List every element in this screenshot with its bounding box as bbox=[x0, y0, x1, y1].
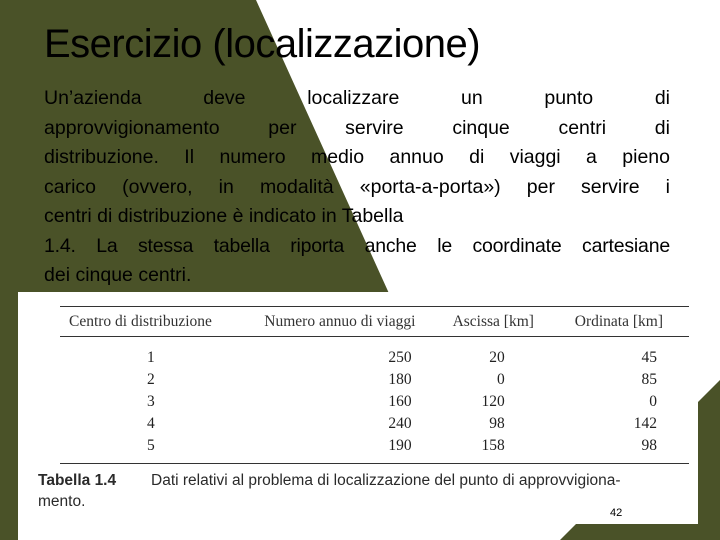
column-header-ascissa: Ascissa [km] bbox=[452, 312, 534, 330]
cell-ordinata: 45 bbox=[641, 349, 657, 366]
column-header-centro: Centro di distribuzione bbox=[69, 312, 212, 330]
page-number: 42 bbox=[610, 507, 623, 519]
cell-ascissa: 98 bbox=[489, 415, 505, 432]
caption-text: Dati relativi al problema di localizzazione del punto di approvvigiona- bbox=[151, 472, 621, 489]
cell-ordinata: 142 bbox=[633, 415, 657, 432]
slide-title: Esercizio (localizzazione) bbox=[44, 22, 481, 66]
body-line: approvvigionamento per servire cinque centri di bbox=[44, 116, 670, 139]
table-image bbox=[18, 292, 698, 524]
column-header-ordinata: Ordinata [km] bbox=[574, 312, 663, 330]
body-line: distribuzione. Il numero medio annuo di viaggi a pieno bbox=[44, 146, 670, 168]
body-line: 1.4. La stessa tabella riporta anche le coordinate cartesiane bbox=[44, 234, 670, 257]
cell-viaggi: 250 bbox=[388, 349, 412, 366]
cell-centro: 3 bbox=[147, 393, 155, 410]
cell-ordinata: 0 bbox=[649, 393, 657, 410]
caption-label: Tabella 1.4 bbox=[38, 472, 117, 489]
cell-viaggi: 240 bbox=[388, 415, 412, 432]
body-paragraph bbox=[44, 84, 670, 291]
caption-continuation: mento. bbox=[38, 493, 86, 510]
cell-ascissa: 120 bbox=[481, 393, 505, 410]
cell-ascissa: 20 bbox=[489, 349, 505, 366]
cell-centro: 2 bbox=[147, 371, 155, 388]
cell-viaggi: 180 bbox=[388, 371, 412, 388]
table-row bbox=[60, 337, 689, 370]
cell-centro: 4 bbox=[147, 415, 155, 432]
table-header-row bbox=[60, 307, 689, 337]
table-row bbox=[60, 369, 689, 391]
table-row bbox=[60, 413, 689, 435]
table-row bbox=[60, 391, 689, 413]
cell-ordinata: 85 bbox=[641, 371, 657, 388]
cell-viaggi: 160 bbox=[388, 393, 412, 410]
cell-centro: 1 bbox=[147, 349, 155, 366]
body-line: dei cinque centri. bbox=[44, 264, 192, 286]
column-header-viaggi: Numero annuo di viaggi bbox=[264, 312, 416, 330]
distribution-centers-table bbox=[60, 306, 689, 464]
table-row bbox=[60, 435, 689, 464]
cell-ordinata: 98 bbox=[641, 437, 657, 454]
body-line: Un’azienda deve localizzare un punto di bbox=[44, 87, 670, 109]
cell-viaggi: 190 bbox=[388, 437, 412, 454]
cell-centro: 5 bbox=[147, 437, 155, 454]
cell-ascissa: 158 bbox=[481, 437, 505, 454]
cell-ascissa: 0 bbox=[497, 371, 505, 388]
body-line: carico (ovvero, in modalità «porta-a-porta») per servire i bbox=[44, 175, 670, 198]
body-line: centri di distribuzione è indicato in Tabella bbox=[44, 205, 404, 227]
